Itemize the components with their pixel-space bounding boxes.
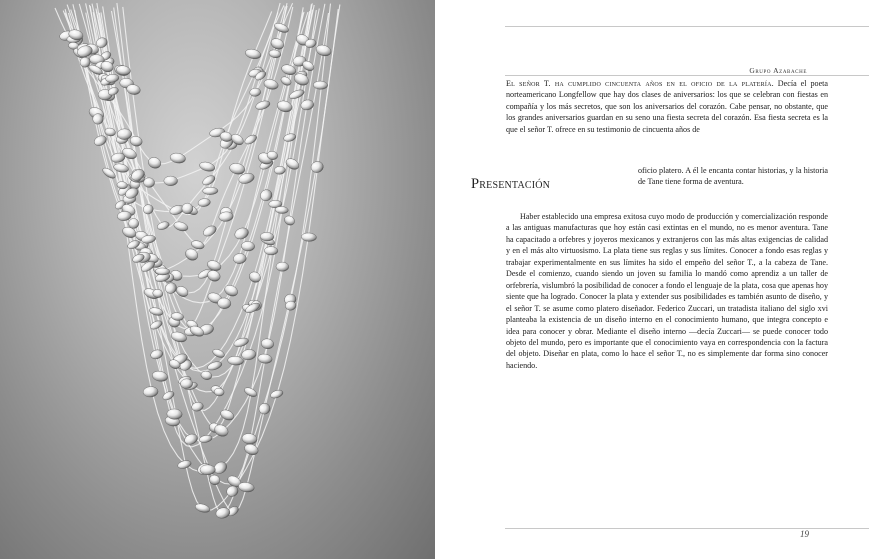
section-title: Presentación	[471, 176, 551, 192]
silver-bead	[244, 48, 261, 61]
paragraph-1	[506, 78, 828, 135]
footer-rule	[505, 528, 869, 529]
silver-bead	[283, 214, 297, 227]
silver-bead	[257, 353, 273, 364]
silver-bead	[147, 156, 163, 171]
silver-bead	[177, 459, 192, 470]
silver-bead	[243, 442, 260, 457]
silver-bead	[255, 99, 271, 111]
silver-bead	[241, 349, 257, 361]
silver-bead	[313, 81, 328, 90]
silver-bead	[268, 49, 281, 59]
running-head: Grupo Azabache	[749, 66, 807, 75]
silver-bead	[301, 233, 317, 242]
silver-bead	[201, 174, 217, 187]
paragraph-1-body: Decía el poeta norteamericano Longfellow que hay dos clases de aniversarios: los que se celebran con fiestas en compañía y los más secretos, que son los aniversarios del corazón. Cabe pensar, no obstante, que los grandes aniversarios guardan en su seno una fiesta secreta del corazón. Esa fiesta secreta es la que el señor T. ofrece en su testimonio de cincuenta años de	[506, 79, 828, 134]
silver-bead	[117, 129, 132, 140]
silver-bead	[156, 220, 170, 231]
paragraph-2: Haber establecido una empresa exitosa cuyo modo de producción y comercialización responde a las antiguas manufacturas que hoy están casi extintas en el mundo, no es menor aventura. Tane ha capacitado a orfebres y joyeros mexicanos y extranjeros con las más altas exigencias de calidad y en el más alto virtuosismo. La plata tiene sus reglas y sus límites. Conocer a fondo esas reglas y trabajar experimentalmente en sus límites ha sido el empeño del señor T., a la cabeza de Tane. Desde el comienzo, cuando siendo un joven su familia lo mandó como aprendiz a un taller de orfebrería, vislumbró la posibilidad de conocer a fondo el lenguaje de la plata, cosa que apenas hoy siente que ha logrado. Conocer la plata y extender sus posibilidades es también asunto de diseño, y el señor T. se asume como platero diseñador. Federico Zuccari, un tratadista italiano del siglo xvi planteaba la existencia de un diseño interno en el conocimiento humano, que integra concepto e idea para conocer y obrar. Mediante el diseño interno —decía Zuccari— se puede conocer todo objeto del mundo, pero es importante que el conocimiento vaya en correspondencia con la factura del objeto. Diseñar en plata, como lo hace el señor T., no es simplemente dar forma sino conocer haciendo.	[506, 212, 828, 370]
silver-bead	[260, 338, 274, 350]
silver-bead	[264, 246, 278, 255]
silver-bead	[203, 187, 219, 195]
silver-bead	[257, 401, 272, 416]
silver-bead	[223, 283, 240, 298]
header-rule	[505, 75, 869, 76]
silver-bead	[310, 160, 325, 174]
paragraph-1-tail: oficio platero. A él le encanta contar historias, y la historia de Tane tiene forma de aventura.	[638, 166, 828, 187]
silver-bead	[249, 88, 261, 97]
silver-bead	[143, 386, 159, 397]
silver-bead	[174, 284, 190, 299]
paragraph-1-lead: El señor T. ha cumplido cincuenta años en el oficio de la platería.	[506, 79, 774, 88]
silver-bead	[200, 465, 216, 475]
silver-bead	[180, 379, 192, 389]
silver-bead	[143, 178, 154, 188]
silver-bead	[151, 370, 168, 383]
silver-bead	[150, 348, 164, 360]
silver-bead	[169, 152, 186, 164]
silver-bead	[164, 176, 178, 186]
top-rule	[505, 26, 869, 27]
silver-bead	[276, 262, 289, 271]
silver-bead	[182, 203, 193, 214]
silver-bead	[280, 63, 297, 77]
silver-bead	[202, 224, 219, 239]
silver-bead	[269, 389, 284, 400]
silver-bead	[129, 218, 139, 228]
text-page	[435, 0, 869, 559]
page-number: 19	[800, 529, 809, 539]
silver-bead	[227, 356, 244, 366]
silver-bead	[194, 502, 211, 514]
silver-bead	[243, 133, 258, 146]
